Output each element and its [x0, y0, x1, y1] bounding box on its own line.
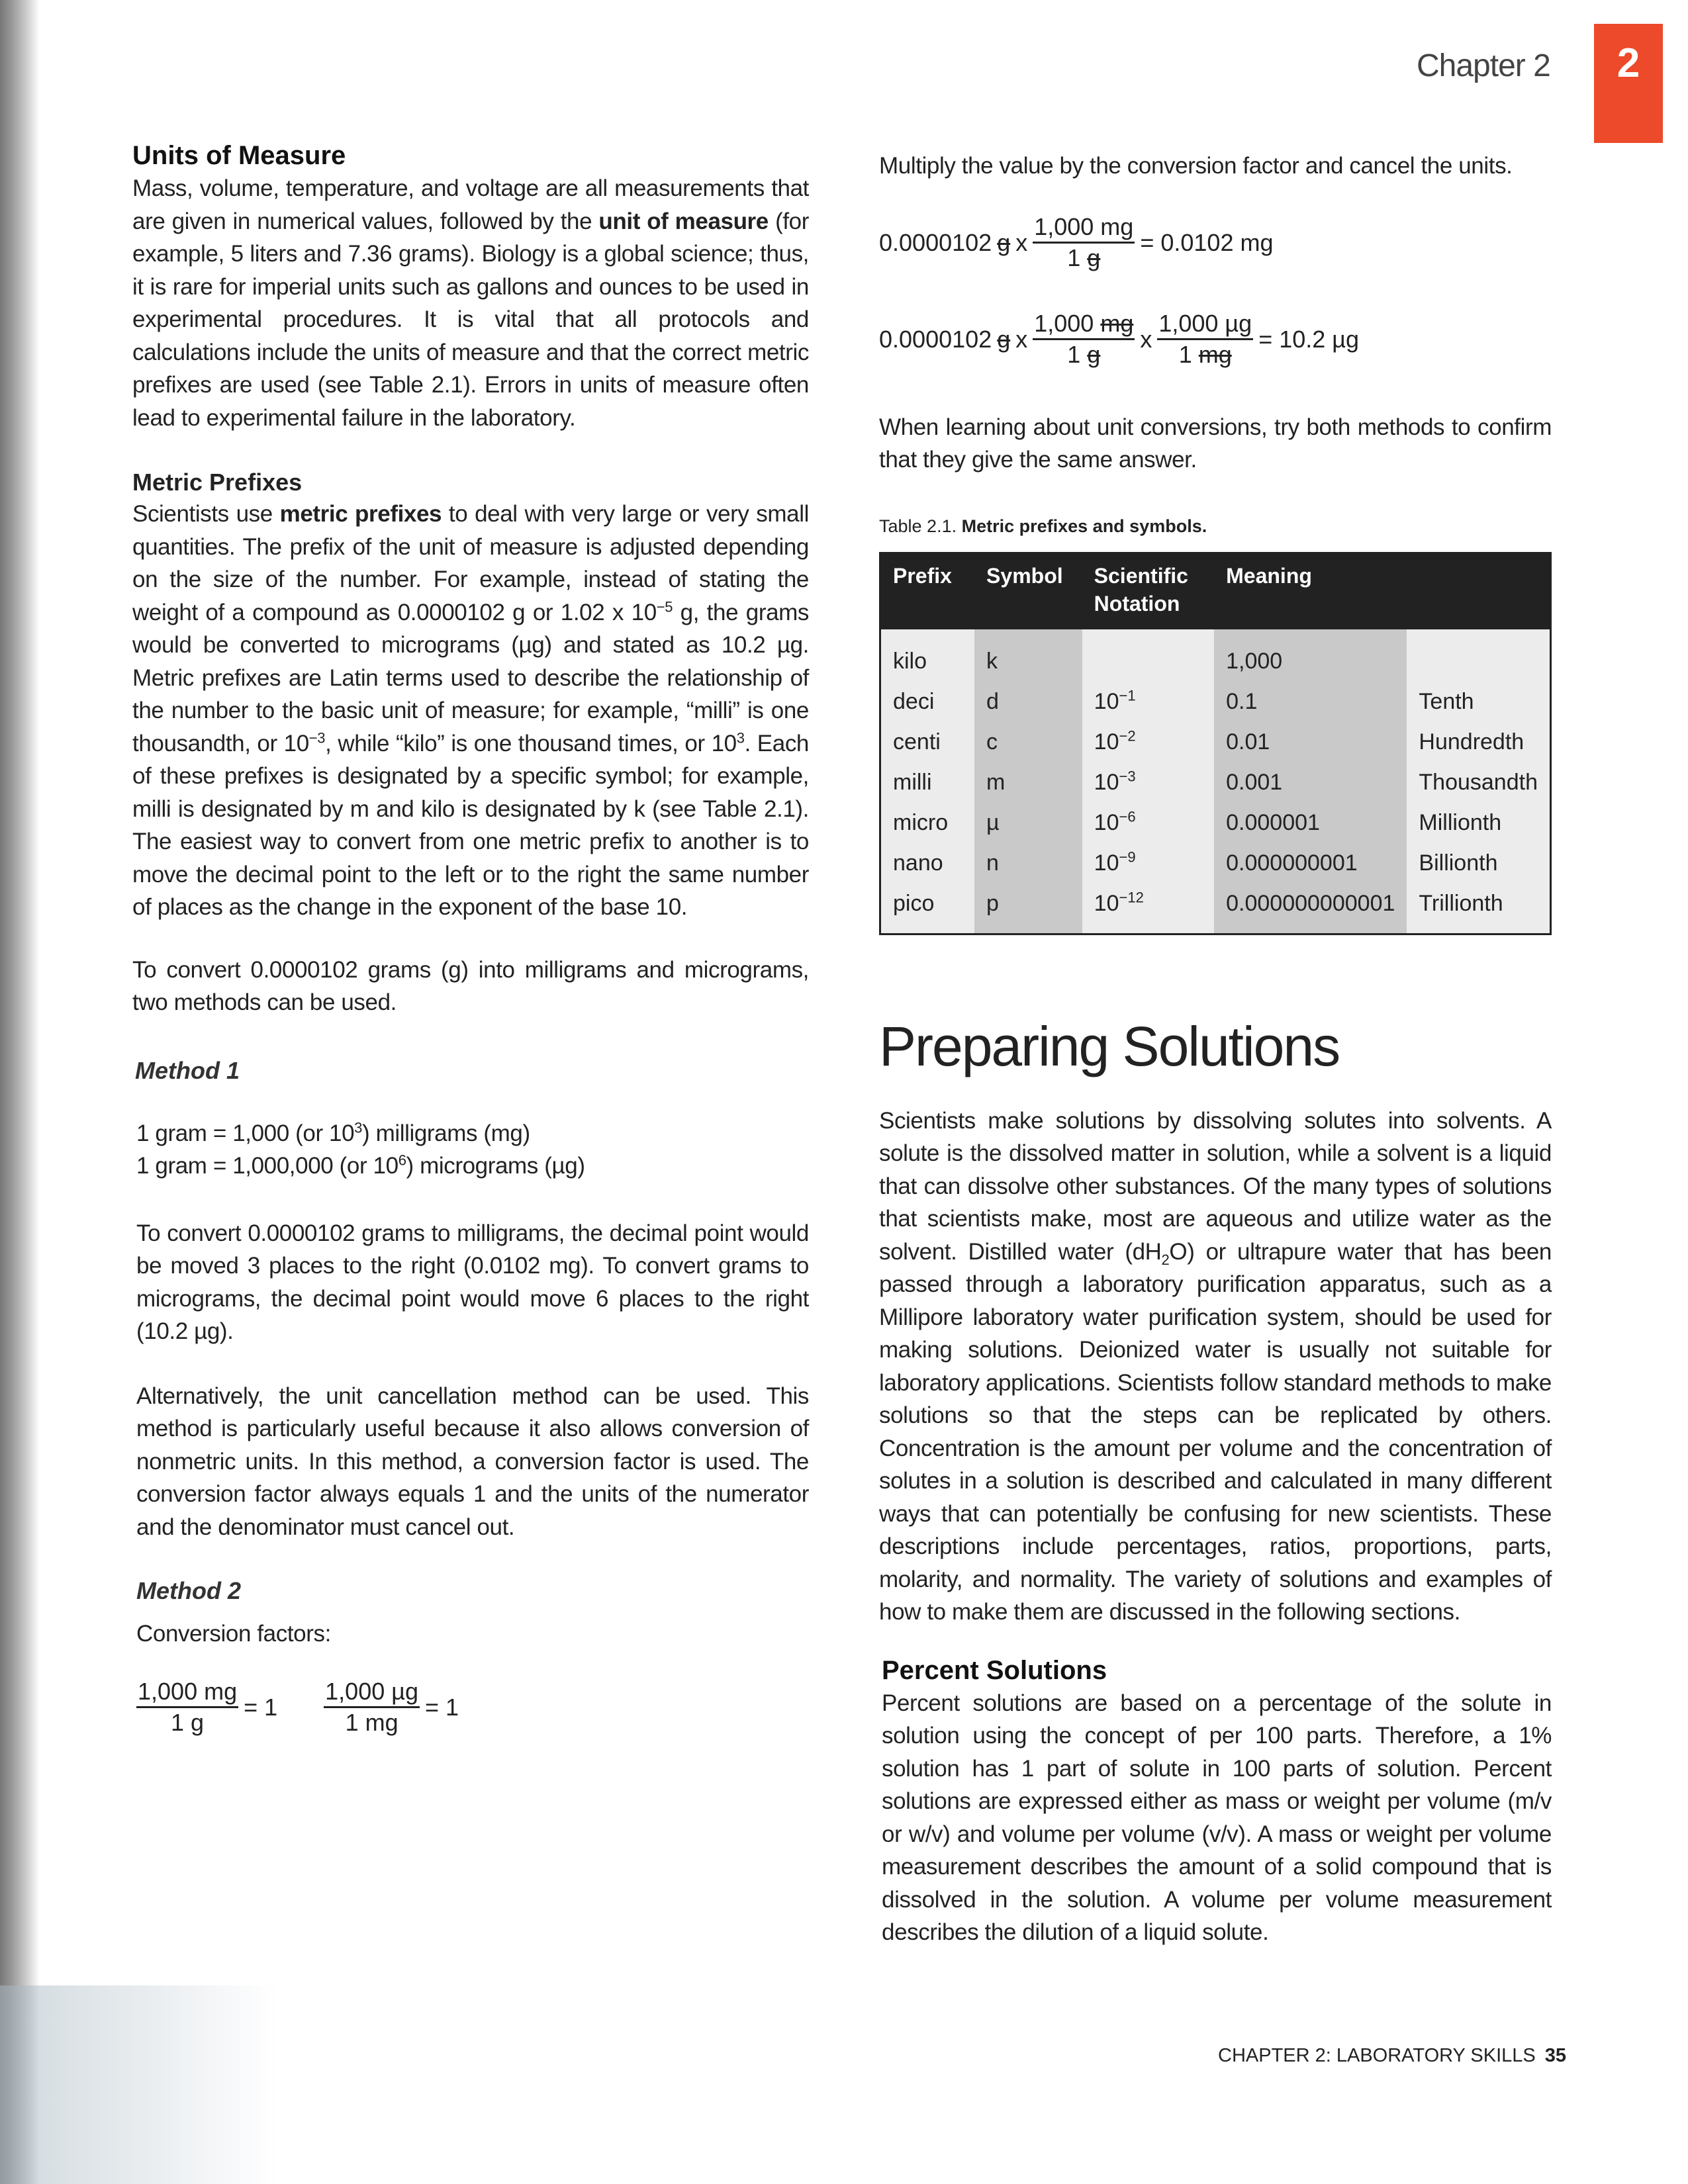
method1-paragraph: To convert 0.0000102 grams to milligrams, the decimal point would be moved 3 places to the right (0.0102 mg). To convert grams to micrograms, the decimal point would move 6 places to the right (10.2 µg).: [136, 1220, 809, 1344]
factor1-denominator: 1 g: [171, 1709, 205, 1736]
meaning-cell: Billionth: [1407, 843, 1550, 884]
section-title: Preparing Solutions: [879, 1015, 1340, 1077]
table-caption-title: Metric prefixes and symbols.: [961, 516, 1207, 536]
table-row: [880, 682, 1551, 722]
sci-cell: [1082, 803, 1214, 843]
chapter-tab: 2: [1594, 24, 1663, 143]
metric-prefixes-heading: Metric Prefixes: [132, 469, 303, 496]
eq2-den1-value: 1: [1067, 341, 1081, 368]
value-cell: 0.000000001: [1214, 843, 1407, 884]
alternative-paragraph: Alternatively, the unit cancellation method can be used. This method is particularly useful because it also allows conversion of nonmetric units. In this method, a conversion factor is used. The conversion factor always equals 1 and the units of the numerator and the denominator must cancel out.: [136, 1383, 809, 1540]
header-meaning-word: [1407, 553, 1550, 629]
bold-term: unit of measure: [598, 208, 769, 234]
percent-solutions-paragraph: Percent solutions are based on a percentage of the solute in solution using the concept of per 100 parts. Therefore, a 1% solution has 1 part of solute in 100 parts of solution. Percent solutions are expressed either as mass or weight per volume (m/v or w/v) and volume per volume (v/v). A mass or weight per volume measurement describes the amount of a solid compound that is dissolved in the solution. A volume per volume measurement describes the dilution of a liquid solute.: [882, 1690, 1552, 1945]
metric-prefixes-paragraph: [132, 498, 809, 924]
factor2-numerator: 1,000 µg: [324, 1677, 420, 1708]
header-scientific-notation: Scientific Notation: [1082, 553, 1214, 629]
eq1-denominator-value: 1: [1067, 244, 1081, 271]
text-segment: 1 gram = 1,000,000 (or 10: [136, 1153, 399, 1179]
eq2-num1-value: 1,000: [1034, 310, 1094, 337]
table-caption-label: Table 2.1.: [879, 516, 962, 536]
metric-prefixes-table: [879, 552, 1552, 935]
conversion-factor-mg-g: [136, 1677, 277, 1738]
sci-exponent: −6: [1119, 808, 1136, 825]
sci-base: 10: [1094, 729, 1119, 754]
solutions-paragraph: [879, 1105, 1552, 1629]
header-symbol: Symbol: [974, 553, 1082, 629]
symbol-cell: m: [974, 762, 1082, 803]
eq2-den2-value: 1: [1178, 341, 1192, 368]
eq2-times: x: [1015, 325, 1028, 353]
text-segment: ) micrograms (µg): [406, 1153, 585, 1179]
table-row: [880, 843, 1551, 884]
text-segment: Mass, volume, temperature, and voltage are all measurements that are given in numerical values, followed by the: [132, 175, 809, 234]
symbol-cell: p: [974, 884, 1082, 934]
conversion-factor-ug-mg: [324, 1677, 459, 1738]
right-column: [879, 0, 1552, 1949]
factor1-numerator: 1,000 mg: [136, 1677, 238, 1708]
eq2-num2: 1,000 µg: [1157, 309, 1253, 340]
multiply-text: Multiply the value by the conversion factor and cancel the units.: [879, 153, 1513, 179]
sci-exponent: −3: [1119, 768, 1136, 785]
sup-text: 3: [736, 729, 745, 746]
prefix-cell: pico: [880, 884, 975, 934]
table-row: [880, 762, 1551, 803]
value-cell: 0.001: [1214, 762, 1407, 803]
prefix-cell: milli: [880, 762, 975, 803]
eq2-cancelled-unit: g: [997, 325, 1011, 353]
table-row: [880, 803, 1551, 843]
method1-line1: [136, 1117, 809, 1150]
factor1-equals: = 1: [244, 1693, 278, 1721]
sci-cell: [1082, 884, 1214, 934]
meaning-cell: Hundredth: [1407, 722, 1550, 762]
left-column: [132, 0, 809, 1738]
header-prefix: Prefix: [880, 553, 975, 629]
text-segment: Scientists use: [132, 501, 280, 527]
percent-solutions-heading: Percent Solutions: [882, 1655, 1107, 1685]
table-row: [880, 722, 1551, 762]
sci-cell: [1082, 762, 1214, 803]
text-segment: g, the grams would be converted to micrograms (µg) and stated as 10.2 µg. Metric prefixes are Latin terms used to describe the relationship of the number to the basic unit of measure; for example, “milli” is one thousandth, or 10: [132, 599, 809, 756]
table-row: [880, 884, 1551, 934]
convert-intro: To convert 0.0000102 grams (g) into milligrams and micrograms, two methods can be used.: [132, 956, 809, 1015]
eq1-cancelled-unit: g: [997, 228, 1011, 256]
sci-exponent: −9: [1119, 848, 1136, 866]
method1-heading: Method 1: [135, 1056, 240, 1084]
sci-cell: [1082, 682, 1214, 722]
symbol-cell: µ: [974, 803, 1082, 843]
table-caption: [879, 516, 1552, 537]
eq1-times: x: [1015, 228, 1028, 256]
text-segment: to deal with very large or very small quantities. The prefix of the unit of measure is adjusted depending on the size of the number. For example, instead of stating the weight of a compound as 0.0000102 g or 1.02 x 10: [132, 501, 809, 625]
value-cell: 0.000001: [1214, 803, 1407, 843]
sci-base: 10: [1094, 688, 1119, 714]
value-cell: 0.01: [1214, 722, 1407, 762]
eq2-num1-unit: mg: [1100, 310, 1134, 337]
meaning-cell: Trillionth: [1407, 884, 1550, 934]
sub-text: 2: [1161, 1251, 1170, 1268]
value-cell: 0.1: [1214, 682, 1407, 722]
conversion-factors-label: Conversion factors:: [136, 1621, 331, 1647]
eq2-value: 0.0000102: [879, 325, 992, 353]
page-number: 35: [1544, 2045, 1567, 2066]
sci-exponent: −12: [1119, 889, 1144, 906]
prefix-cell: nano: [880, 843, 975, 884]
text-segment: ) milligrams (mg): [362, 1120, 530, 1146]
both-methods-text: When learning about unit conversions, try both methods to confirm that they give the same answer.: [879, 414, 1552, 473]
symbol-cell: k: [974, 629, 1082, 682]
text-segment: 1 gram = 1,000 (or 10: [136, 1120, 355, 1146]
sci-cell: [1082, 843, 1214, 884]
sci-exponent: −1: [1119, 687, 1136, 704]
sci-base: 10: [1094, 809, 1119, 835]
book-spine-shadow: [0, 0, 40, 2184]
eq2-result: = 10.2 µg: [1258, 325, 1360, 353]
running-title: CHAPTER 2: LABORATORY SKILLS: [1218, 2045, 1536, 2066]
symbol-cell: c: [974, 722, 1082, 762]
sup-text: 3: [354, 1118, 363, 1136]
prefix-cell: centi: [880, 722, 975, 762]
text-segment: , while “kilo” is one thousand times, or 10: [325, 730, 737, 756]
eq1-denominator-unit: g: [1087, 244, 1101, 271]
header-meaning: Meaning: [1214, 553, 1407, 629]
prefix-cell: deci: [880, 682, 975, 722]
units-heading: Units of Measure: [132, 141, 346, 170]
page-edge-shadow: [0, 1985, 278, 2184]
meaning-cell: Thousandth: [1407, 762, 1550, 803]
sup-text: 6: [398, 1152, 406, 1169]
prefix-cell: kilo: [880, 629, 975, 682]
eq1-result: = 0.0102 mg: [1140, 228, 1274, 256]
bold-term: metric prefixes: [279, 501, 442, 527]
eq1-value: 0.0000102: [879, 228, 992, 256]
method2-heading: Method 2: [136, 1577, 241, 1604]
sci-cell: [1082, 722, 1214, 762]
meaning-cell: Millionth: [1407, 803, 1550, 843]
sci-base: 10: [1094, 769, 1119, 795]
equation-mg: [879, 212, 1552, 273]
text-segment: O) or ultrapure water that has been passed through a laboratory purification apparatus, such as a Millipore laboratory water purification system, should be used for making solutions. Deionized water is usually not suitable for laboratory applications. Scientists follow standard methods to make solutions so that the steps can be replicated by others. Concentration is the amount per volume and the concentration of solutes in a solution is described and calculated in many different ways that can potentially be confusing for new scientists. These descriptions include percentages, ratios, proportions, parts, molarity, and normality. The variety of solutions and examples of how to make them are discussed in the following sections.: [879, 1238, 1552, 1625]
meaning-cell: Tenth: [1407, 682, 1550, 722]
sci-exponent: −2: [1119, 727, 1136, 745]
equation-ug: [879, 309, 1552, 370]
text-segment: . Each of these prefixes is designated by a specific symbol; for example, milli is designated by m and kilo is designated by k (see Table 2.1). The easiest way to convert from one metric prefix to another is to move the decimal point to the left or to the right the same number of places as the change in the exponent of the base 10.: [132, 730, 809, 920]
eq1-numerator: 1,000 mg: [1033, 212, 1135, 244]
sci-base: 10: [1094, 890, 1119, 916]
value-cell: 0.000000000001: [1214, 884, 1407, 934]
prefix-cell: micro: [880, 803, 975, 843]
eq2-times2: x: [1140, 325, 1152, 353]
method1-line2: [136, 1150, 809, 1183]
text-segment: Scientists make solutions by dissolving solutes into solvents. A solute is the dissolved matter in solution, while a solvent is a liquid that can dissolve other substances. Of the many types of solutions that scientists make, most are aqueous and utilize water as the solvent. Distilled water (dH: [879, 1107, 1552, 1265]
meaning-cell: [1407, 629, 1550, 682]
factor2-denominator: 1 mg: [345, 1709, 399, 1736]
sci-cell: [1082, 629, 1214, 682]
eq2-den1-unit: g: [1087, 341, 1101, 368]
sup-text: −5: [656, 598, 673, 615]
table-header-row: [880, 553, 1551, 629]
units-paragraph: [132, 172, 809, 434]
eq2-den2-unit: mg: [1198, 341, 1232, 368]
chapter-label: Chapter 2: [1417, 48, 1550, 83]
sup-text: −3: [308, 729, 326, 746]
factor2-equals: = 1: [425, 1693, 459, 1721]
sci-base: 10: [1094, 850, 1119, 876]
conversion-factors: [136, 1677, 809, 1738]
text-segment: (for example, 5 liters and 7.36 grams). Biology is a global science; thus, it is rare for imperial units such as gallons and ounces to be used in experimental procedures. It is vital that all protocols and calculations include the units of measure and that the correct metric prefixes are used (see Table 2.1). Errors in units of measure often lead to experimental failure in the laboratory.: [132, 208, 809, 431]
page-footer: [1218, 2045, 1566, 2067]
table-row: [880, 629, 1551, 682]
symbol-cell: n: [974, 843, 1082, 884]
value-cell: 1,000: [1214, 629, 1407, 682]
symbol-cell: d: [974, 682, 1082, 722]
